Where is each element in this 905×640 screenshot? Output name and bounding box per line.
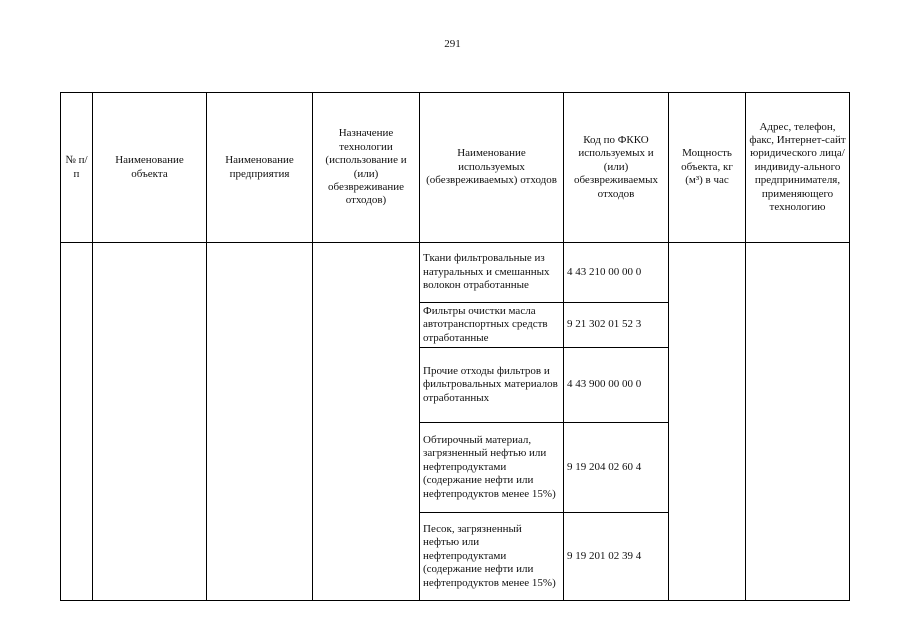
cell-object-name [93,243,207,601]
header-num: № п/п [61,93,93,243]
cell-fkko-code: 9 19 201 02 39 4 [564,513,669,601]
header-address: Адрес, телефон, факс, Интернет-сайт юридического лица/индивиду-ального предпринимателя, применяющего технологию [746,93,850,243]
cell-waste-name: Фильтры очистки масла автотранспортных средств отработанные [420,303,564,348]
header-enterprise-name: Наименование предприятия [207,93,313,243]
cell-purpose [313,243,420,601]
page-number: 291 [444,38,461,50]
cell-waste-name: Обтирочный материал, загрязненный нефтью или нефтепродуктами (содержание нефти или нефтепродуктов менее 15%) [420,423,564,513]
header-object-name: Наименование объекта [93,93,207,243]
waste-technology-table [60,92,850,601]
cell-fkko-code: 4 43 900 00 00 0 [564,348,669,423]
cell-enterprise-name [207,243,313,601]
header-purpose: Назначение технологии (использование и (или) обезвреживание отходов) [313,93,420,243]
cell-waste-name: Ткани фильтровальные из натуральных и смешанных волокон отработанные [420,243,564,303]
table-header-row [61,93,850,243]
cell-fkko-code: 9 21 302 01 52 3 [564,303,669,348]
cell-num [61,243,93,601]
cell-address [746,243,850,601]
cell-waste-name: Прочие отходы фильтров и фильтровальных материалов отработанных [420,348,564,423]
cell-fkko-code: 4 43 210 00 00 0 [564,243,669,303]
header-capacity: Мощность объекта, кг (м³) в час [669,93,746,243]
cell-fkko-code: 9 19 204 02 60 4 [564,423,669,513]
header-waste-name: Наименование используемых (обезвреживаемых) отходов [420,93,564,243]
table-row [61,243,850,303]
header-fkko-code: Код по ФККО используемых и (или) обезвреживаемых отходов [564,93,669,243]
cell-waste-name: Песок, загрязненный нефтью или нефтепродуктами (содержание нефти или нефтепродуктов менее 15%) [420,513,564,601]
cell-capacity [669,243,746,601]
